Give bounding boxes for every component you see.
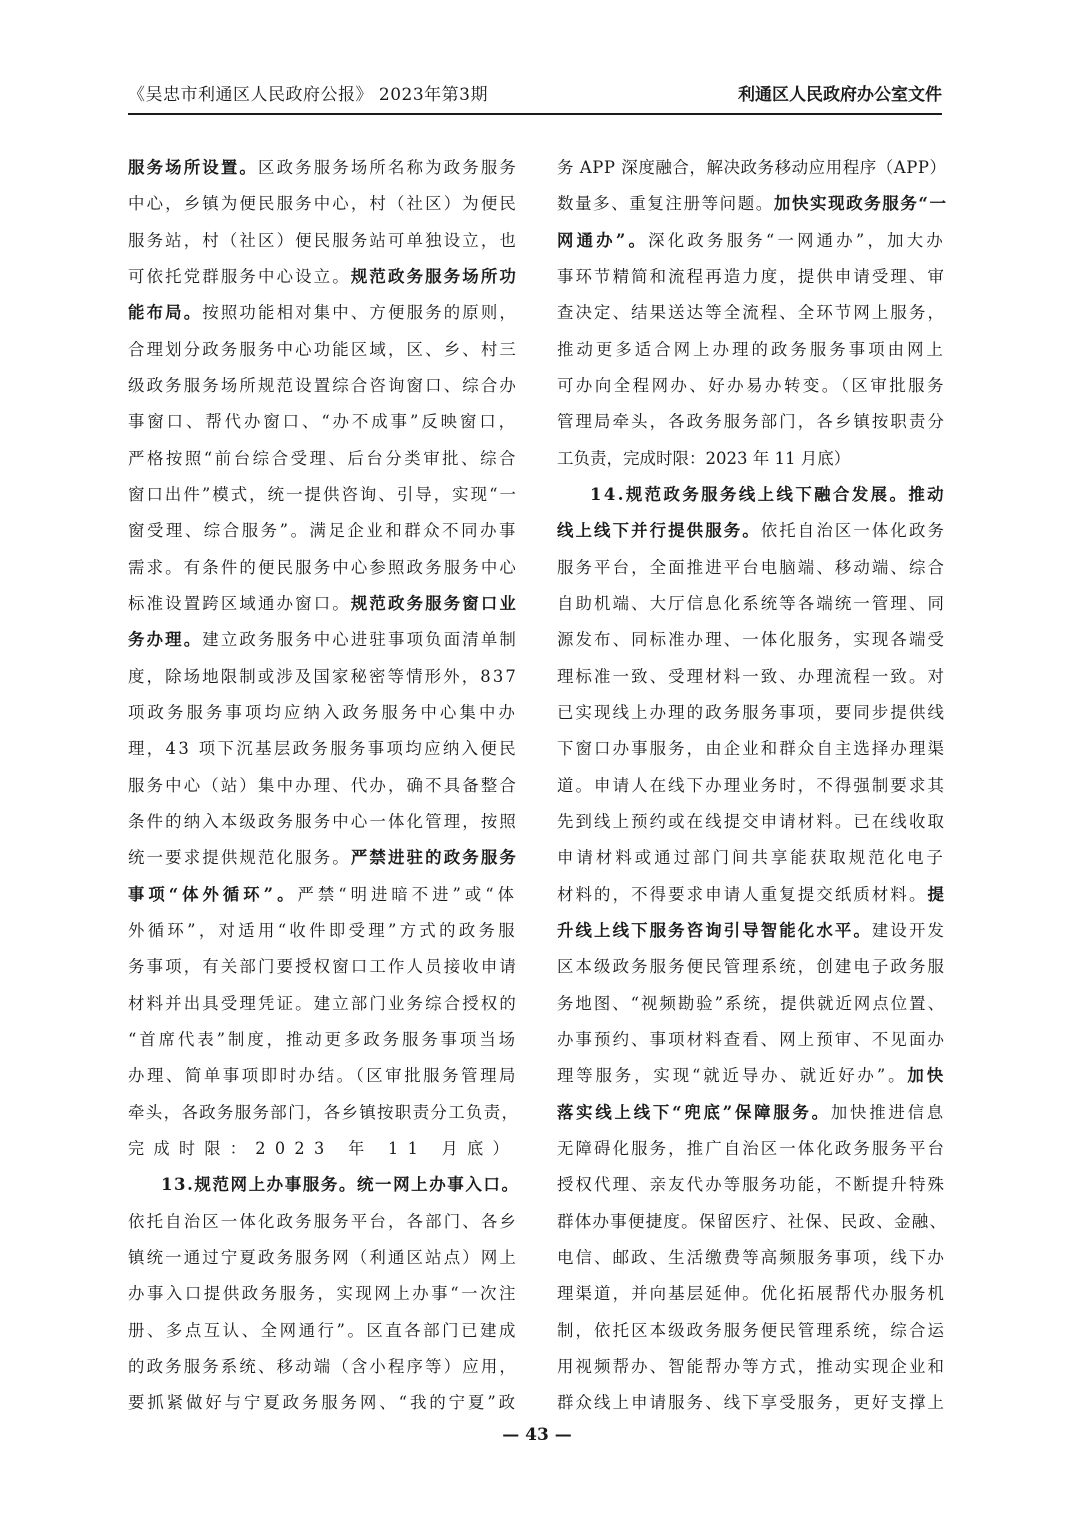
text-line (557, 1095, 946, 1131)
text-line (557, 1349, 946, 1385)
text-line (557, 550, 946, 586)
text-line (557, 1240, 946, 1276)
text-line (557, 477, 946, 513)
text-line (128, 150, 518, 186)
body-text: 办事预约、事项材料查看、网上预审、不见面办 (557, 1029, 946, 1049)
body-text: 中心，乡镇为便民服务中心，村（社区）为便民 (128, 194, 518, 214)
bold-text: 严禁进驻的政务服务 (350, 848, 518, 868)
body-text: 自助机端、大厅信息化系统等各端统一管理、同 (557, 593, 946, 613)
text-line (128, 477, 518, 513)
text-line (128, 404, 518, 440)
body-text: 项政务服务事项均应纳入政务服务中心集中办 (128, 702, 518, 722)
body-text: 合理划分政务服务中心功能区域，区、乡、村三 (128, 339, 518, 359)
text-line (557, 186, 946, 222)
body-text: 无障碍化服务，推广自治区一体化政务服务平台 (557, 1138, 946, 1158)
bold-text: 提 (927, 884, 946, 904)
body-text: 下窗口办事服务，由企业和群众自主选择办理渠 (557, 739, 946, 759)
body-text: 务 APP 深度融合，解决政务移动应用程序（APP） (557, 158, 947, 177)
body-text: 事窗口、帮代办窗口、“办不成事”反映窗口， (128, 412, 518, 432)
text-line (557, 1022, 946, 1058)
left-column (128, 150, 518, 1421)
text-line (557, 404, 946, 440)
text-line (128, 949, 518, 985)
body-text: 工负责，完成时限：2023 年 11 月底） (557, 448, 851, 468)
text-line (557, 768, 946, 804)
body-text: 严禁“明进暗不进”或“体 (297, 884, 518, 904)
text-line (557, 368, 946, 404)
body-text: 的政务服务系统、移动端（含小程序等）应用， (128, 1356, 518, 1376)
body-text: 窗受理、综合服务”。满足企业和群众不同办事 (128, 521, 518, 541)
text-line (128, 1240, 518, 1276)
body-text: 外循环”，对适用“收件即受理”方式的政务服 (128, 920, 518, 940)
body-text: 窗口出件”模式，统一提供咨询、引导，实现“一 (128, 484, 518, 504)
text-line (557, 513, 946, 549)
bold-text: 务办理。 (128, 630, 203, 650)
body-text: 务地图、“视频勘验”系统，提供就近网点位置、 (557, 993, 946, 1013)
body-text: 建设开发 (871, 920, 946, 940)
body-text: 区政务服务场所名称为政务服务 (258, 158, 518, 177)
text-line (128, 1022, 518, 1058)
text-line (557, 840, 946, 876)
text-line (128, 986, 518, 1022)
text-line (128, 550, 518, 586)
text-line (557, 1058, 946, 1094)
text-line (557, 695, 946, 731)
body-text: 深化政务服务“一网通办”，加大办 (648, 230, 946, 250)
text-line (128, 223, 518, 259)
body-text: 服务平台，全面推进平台电脑端、移动端、综合 (557, 557, 946, 577)
body-text: 牵头，各政务服务部门，各乡镇按职责分工负责， (128, 1102, 520, 1122)
text-line (557, 1131, 946, 1167)
text-line (128, 1385, 518, 1421)
text-line (557, 1276, 946, 1312)
body-text: 册、多点互认、全网通行”。区直各部门已建成 (128, 1320, 518, 1340)
text-line (557, 877, 946, 913)
text-line (128, 659, 518, 695)
body-text: 制，依托区本级政务服务便民管理系统，综合运 (557, 1320, 946, 1340)
text-line (557, 622, 946, 658)
bold-text: 网通办”。 (557, 230, 649, 250)
text-line (128, 441, 518, 477)
text-line (128, 1204, 518, 1240)
body-text: 办事入口提供政务服务，实现网上办事“一次注 (128, 1284, 518, 1304)
body-text: 已实现线上办理的政务服务事项，要同步提供线 (557, 702, 946, 722)
body-text: 管理局牵头，各政务服务部门，各乡镇按职责分 (557, 412, 946, 432)
body-text: 理标准一致、受理材料一致、办理流程一致。对 (557, 666, 946, 686)
body-text: 依托自治区一体化政务 (760, 521, 946, 541)
text-line (128, 695, 518, 731)
text-line (128, 840, 518, 876)
bold-text: 升线上线下服务咨询引导智能化水平。 (557, 920, 872, 940)
text-line (128, 1095, 518, 1131)
body-text: 加快推进信息 (830, 1102, 946, 1122)
body-text: 镇统一通过宁夏政务服务网（利通区站点）网上 (128, 1247, 518, 1267)
text-line (128, 295, 518, 331)
text-line (557, 259, 946, 295)
body-text: 理渠道，并向基层延伸。优化拓展帮代办服务机 (557, 1284, 946, 1304)
bold-text: 能布局。 (128, 303, 203, 323)
body-text: 服务站，村（社区）便民服务站可单独设立，也 (128, 230, 518, 250)
text-line (557, 150, 946, 186)
text-line (128, 259, 518, 295)
body-text: 统一要求提供规范化服务。 (128, 848, 351, 868)
body-text: 群体办事便捷度。保留医疗、社保、民政、金融、 (557, 1211, 948, 1231)
body-text: 区本级政务服务便民管理系统，创建电子政务服 (557, 957, 946, 977)
text-line (128, 768, 518, 804)
text-line (128, 1167, 518, 1203)
text-line (557, 731, 946, 767)
body-text: 标准设置跨区域通办窗口。 (128, 593, 351, 613)
text-line (557, 223, 946, 259)
body-text: 可办向全程网办、好办易办转变。（区审批服务 (557, 375, 946, 395)
text-line (557, 1204, 946, 1240)
body-text: 严格按照“前台综合受理、后台分类审批、综合 (128, 448, 518, 468)
text-line (128, 1349, 518, 1385)
body-text: 源发布、同标准办理、一体化服务，实现各端受 (557, 630, 946, 650)
body-text: 建立政务服务中心进驻事项负面清单制 (202, 630, 519, 650)
text-line (128, 731, 518, 767)
text-line (557, 1385, 946, 1421)
body-text: 道。申请人在线下办理业务时，不得强制要求其 (557, 775, 946, 795)
page-number: — 43 — (502, 1425, 572, 1445)
bold-text: 落实线上线下“兜底”保障服务。 (557, 1102, 831, 1122)
bold-text: 规范政务服务窗口业 (350, 593, 518, 613)
text-line (128, 1058, 518, 1094)
body-text: 级政务服务场所规范设置综合咨询窗口、综合办 (128, 375, 518, 395)
text-line (128, 622, 518, 658)
text-line (128, 332, 518, 368)
bold-text: 事项“体外循环”。 (128, 884, 298, 904)
bold-text: 加快 (907, 1066, 946, 1086)
text-line (557, 295, 946, 331)
bold-text: 14.规范政务服务线上线下融合发展。推动 (590, 484, 946, 504)
text-line (557, 332, 946, 368)
body-text: 材料并出具受理凭证。建立部门业务综合授权的 (128, 993, 518, 1013)
body-text: 数量多、重复注册等问题。 (557, 194, 774, 214)
text-line (128, 1313, 518, 1349)
bold-text: 加快实现政务服务“一 (773, 194, 948, 214)
text-line (557, 1167, 946, 1203)
text-line (557, 441, 946, 477)
body-text: 依托自治区一体化政务服务平台，各部门、各乡 (128, 1211, 518, 1231)
body-text: 办理、简单事项即时办结。（区审批服务管理局 (128, 1066, 518, 1086)
text-line (128, 513, 518, 549)
body-text: 材料的，不得要求申请人重复提交纸质材料。 (557, 884, 928, 904)
text-line (557, 913, 946, 949)
body-text: 申请材料或通过部门间共享能获取规范化电子 (557, 848, 946, 868)
text-line (557, 804, 946, 840)
body-text: 可依托党群服务中心设立。 (128, 266, 351, 286)
text-line (557, 986, 946, 1022)
body-text: 要抓紧做好与宁夏政务服务网、“我的宁夏”政 (128, 1393, 518, 1413)
bold-text: 规范政务服务场所功 (350, 266, 518, 286)
publication-title: 《吴忠市利通区人民政府公报》 2023年第3期 (128, 85, 488, 105)
body-text: 事环节精简和流程再造力度，提供申请受理、审 (557, 266, 946, 286)
body-text: 服务中心（站）集中办理、代办，确不具备整合 (128, 775, 518, 795)
header-rule (128, 113, 942, 115)
body-text: 条件的纳入本级政务服务中心一体化管理，按照 (128, 811, 518, 831)
body-text: 按照功能相对集中、方便服务的原则， (202, 303, 519, 323)
text-line (128, 368, 518, 404)
bold-text: 线上线下并行提供服务。 (557, 521, 761, 541)
text-line (557, 1313, 946, 1349)
right-column (557, 150, 946, 1421)
text-line (128, 913, 518, 949)
text-line (128, 804, 518, 840)
text-line (557, 659, 946, 695)
body-text: 理，43 项下沉基层政务服务事项均应纳入便民 (128, 739, 518, 759)
body-text: 查决定、结果送达等全流程、全环节网上服务， (557, 303, 946, 323)
bold-text: 服务场所设置。 (128, 158, 259, 177)
text-line (128, 1131, 518, 1167)
body-text: 推动更多适合网上办理的政务服务事项由网上 (557, 339, 946, 359)
text-line (128, 586, 518, 622)
body-text: 先到线上预约或在线提交申请材料。已在线收取 (557, 811, 946, 831)
body-text: 需求。有条件的便民服务中心参照政务服务中心 (128, 557, 518, 577)
text-line (557, 949, 946, 985)
body-text: 度，除场地限制或涉及国家秘密等情形外，837 (128, 666, 518, 686)
text-line (557, 586, 946, 622)
body-text: 授权代理、亲友代办等服务功能，不断提升特殊 (557, 1175, 946, 1195)
body-text: 理等服务，实现“就近导办、就近好办”。 (557, 1066, 908, 1086)
body-text: 电信、邮政、生活缴费等高频服务事项，线下办 (557, 1247, 946, 1267)
body-text: 务事项，有关部门要授权窗口工作人员接收申请 (128, 957, 518, 977)
text-line (128, 877, 518, 913)
document-type: 利通区人民政府办公室文件 (738, 85, 942, 105)
body-text: 群众线上申请服务、线下享受服务，更好支撑上 (557, 1393, 946, 1413)
bold-text: 13.规范网上办事服务。统一网上办事入口。 (161, 1175, 520, 1195)
body-text: 完成时限：2023 年 11 月底） (128, 1138, 518, 1158)
body-text: 用视频帮办、智能帮办等方式，推动实现企业和 (557, 1356, 946, 1376)
text-line (128, 186, 518, 222)
body-text: “首席代表”制度，推动更多政务服务事项当场 (128, 1029, 518, 1049)
text-line (128, 1276, 518, 1312)
